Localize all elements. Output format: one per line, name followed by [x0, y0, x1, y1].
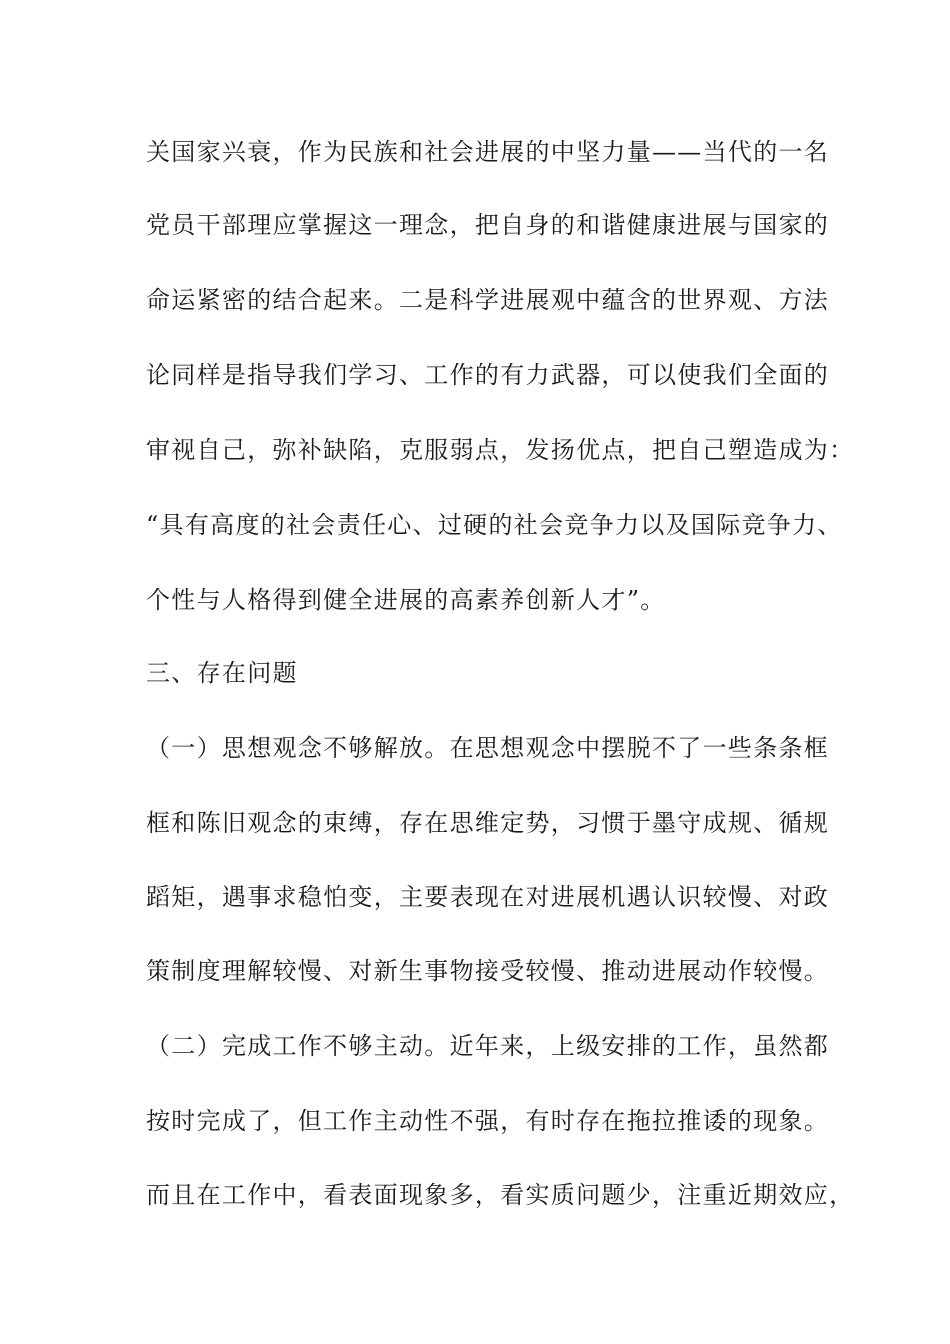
text-line: 审视自己，弥补缺陷，克服弱点，发扬优点，把自己塑造成为：: [146, 436, 855, 464]
text-line: 关国家兴衰，作为民族和社会进展的中坚力量——当代的一名: [146, 138, 830, 166]
section-heading: 三、存在问题: [146, 659, 298, 687]
text-line: 蹈矩，遇事求稳怕变，主要表现在对进展机遇认识较慢、对政: [146, 883, 830, 911]
text-line: 而且在工作中，看表面现象多，看实质问题少，注重近期效应，: [146, 1181, 855, 1209]
text-line: “具有高度的社会责任心、过硬的社会竞争力以及国际竞争力、: [146, 511, 843, 539]
text-line: 框和陈旧观念的束缚，存在思维定势，习惯于墨守成规、循规: [146, 809, 830, 837]
text-line: 论同样是指导我们学习、工作的有力武器，可以使我们全面的: [146, 361, 830, 389]
text-line: 按时完成了，但工作主动性不强，有时存在拖拉推诿的现象。: [146, 1107, 830, 1135]
text-line: （二）完成工作不够主动。近年来，上级安排的工作，虽然都: [146, 1032, 830, 1060]
text-line: 策制度理解较慢、对新生事物接受较慢、推动进展动作较慢。: [146, 957, 830, 985]
text-line: 个性与人格得到健全进展的高素养创新人才”。: [146, 586, 666, 614]
text-line: （一）思想观念不够解放。在思想观念中摆脱不了一些条条框: [146, 734, 830, 762]
text-line: 党员干部理应掌握这一理念，把自身的和谐健康进展与国家的: [146, 211, 830, 239]
text-line: 命运紧密的结合起来。二是科学进展观中蕴含的世界观、方法: [146, 286, 830, 314]
